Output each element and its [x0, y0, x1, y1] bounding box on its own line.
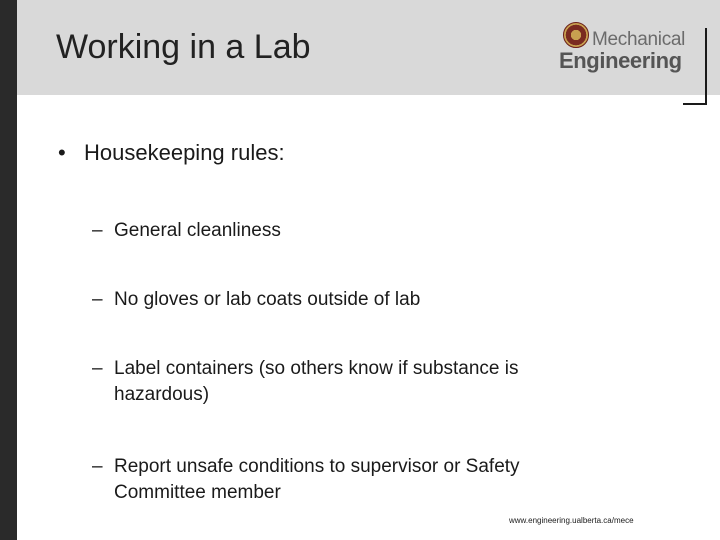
main-bullet-text: Housekeeping rules:	[84, 140, 285, 165]
corner-bracket-horizontal	[683, 103, 707, 105]
sub-bullet-text: No gloves or lab coats outside of lab	[114, 289, 421, 310]
slide-title: Working in a Lab	[56, 28, 311, 66]
main-bullet	[58, 140, 285, 166]
sub-bullet	[92, 454, 589, 506]
dash-glyph: –	[92, 289, 103, 310]
left-accent-bar	[0, 0, 17, 540]
footer-url: www.engineering.ualberta.ca/mece	[509, 516, 634, 525]
sub-bullet	[92, 218, 589, 244]
logo-text-line1: Mechanical	[592, 29, 686, 50]
corner-bracket-vertical	[705, 28, 707, 105]
sub-bullet	[92, 287, 589, 313]
dash-glyph: –	[92, 358, 103, 379]
sub-bullet-text: Label containers (so others know if substance is hazardous)	[114, 358, 519, 405]
sub-bullet-text: Report unsafe conditions to supervisor or Safety Committee member	[114, 456, 520, 503]
sub-bullet	[92, 356, 589, 408]
logo-text-line2: Engineering	[559, 48, 682, 73]
bullet-glyph: •	[58, 140, 66, 165]
dash-glyph: –	[92, 220, 103, 241]
sub-bullet-text: General cleanliness	[114, 220, 281, 241]
mechanical-engineering-logo	[558, 18, 708, 76]
dash-glyph: –	[92, 456, 103, 477]
university-seal-icon	[563, 22, 589, 48]
